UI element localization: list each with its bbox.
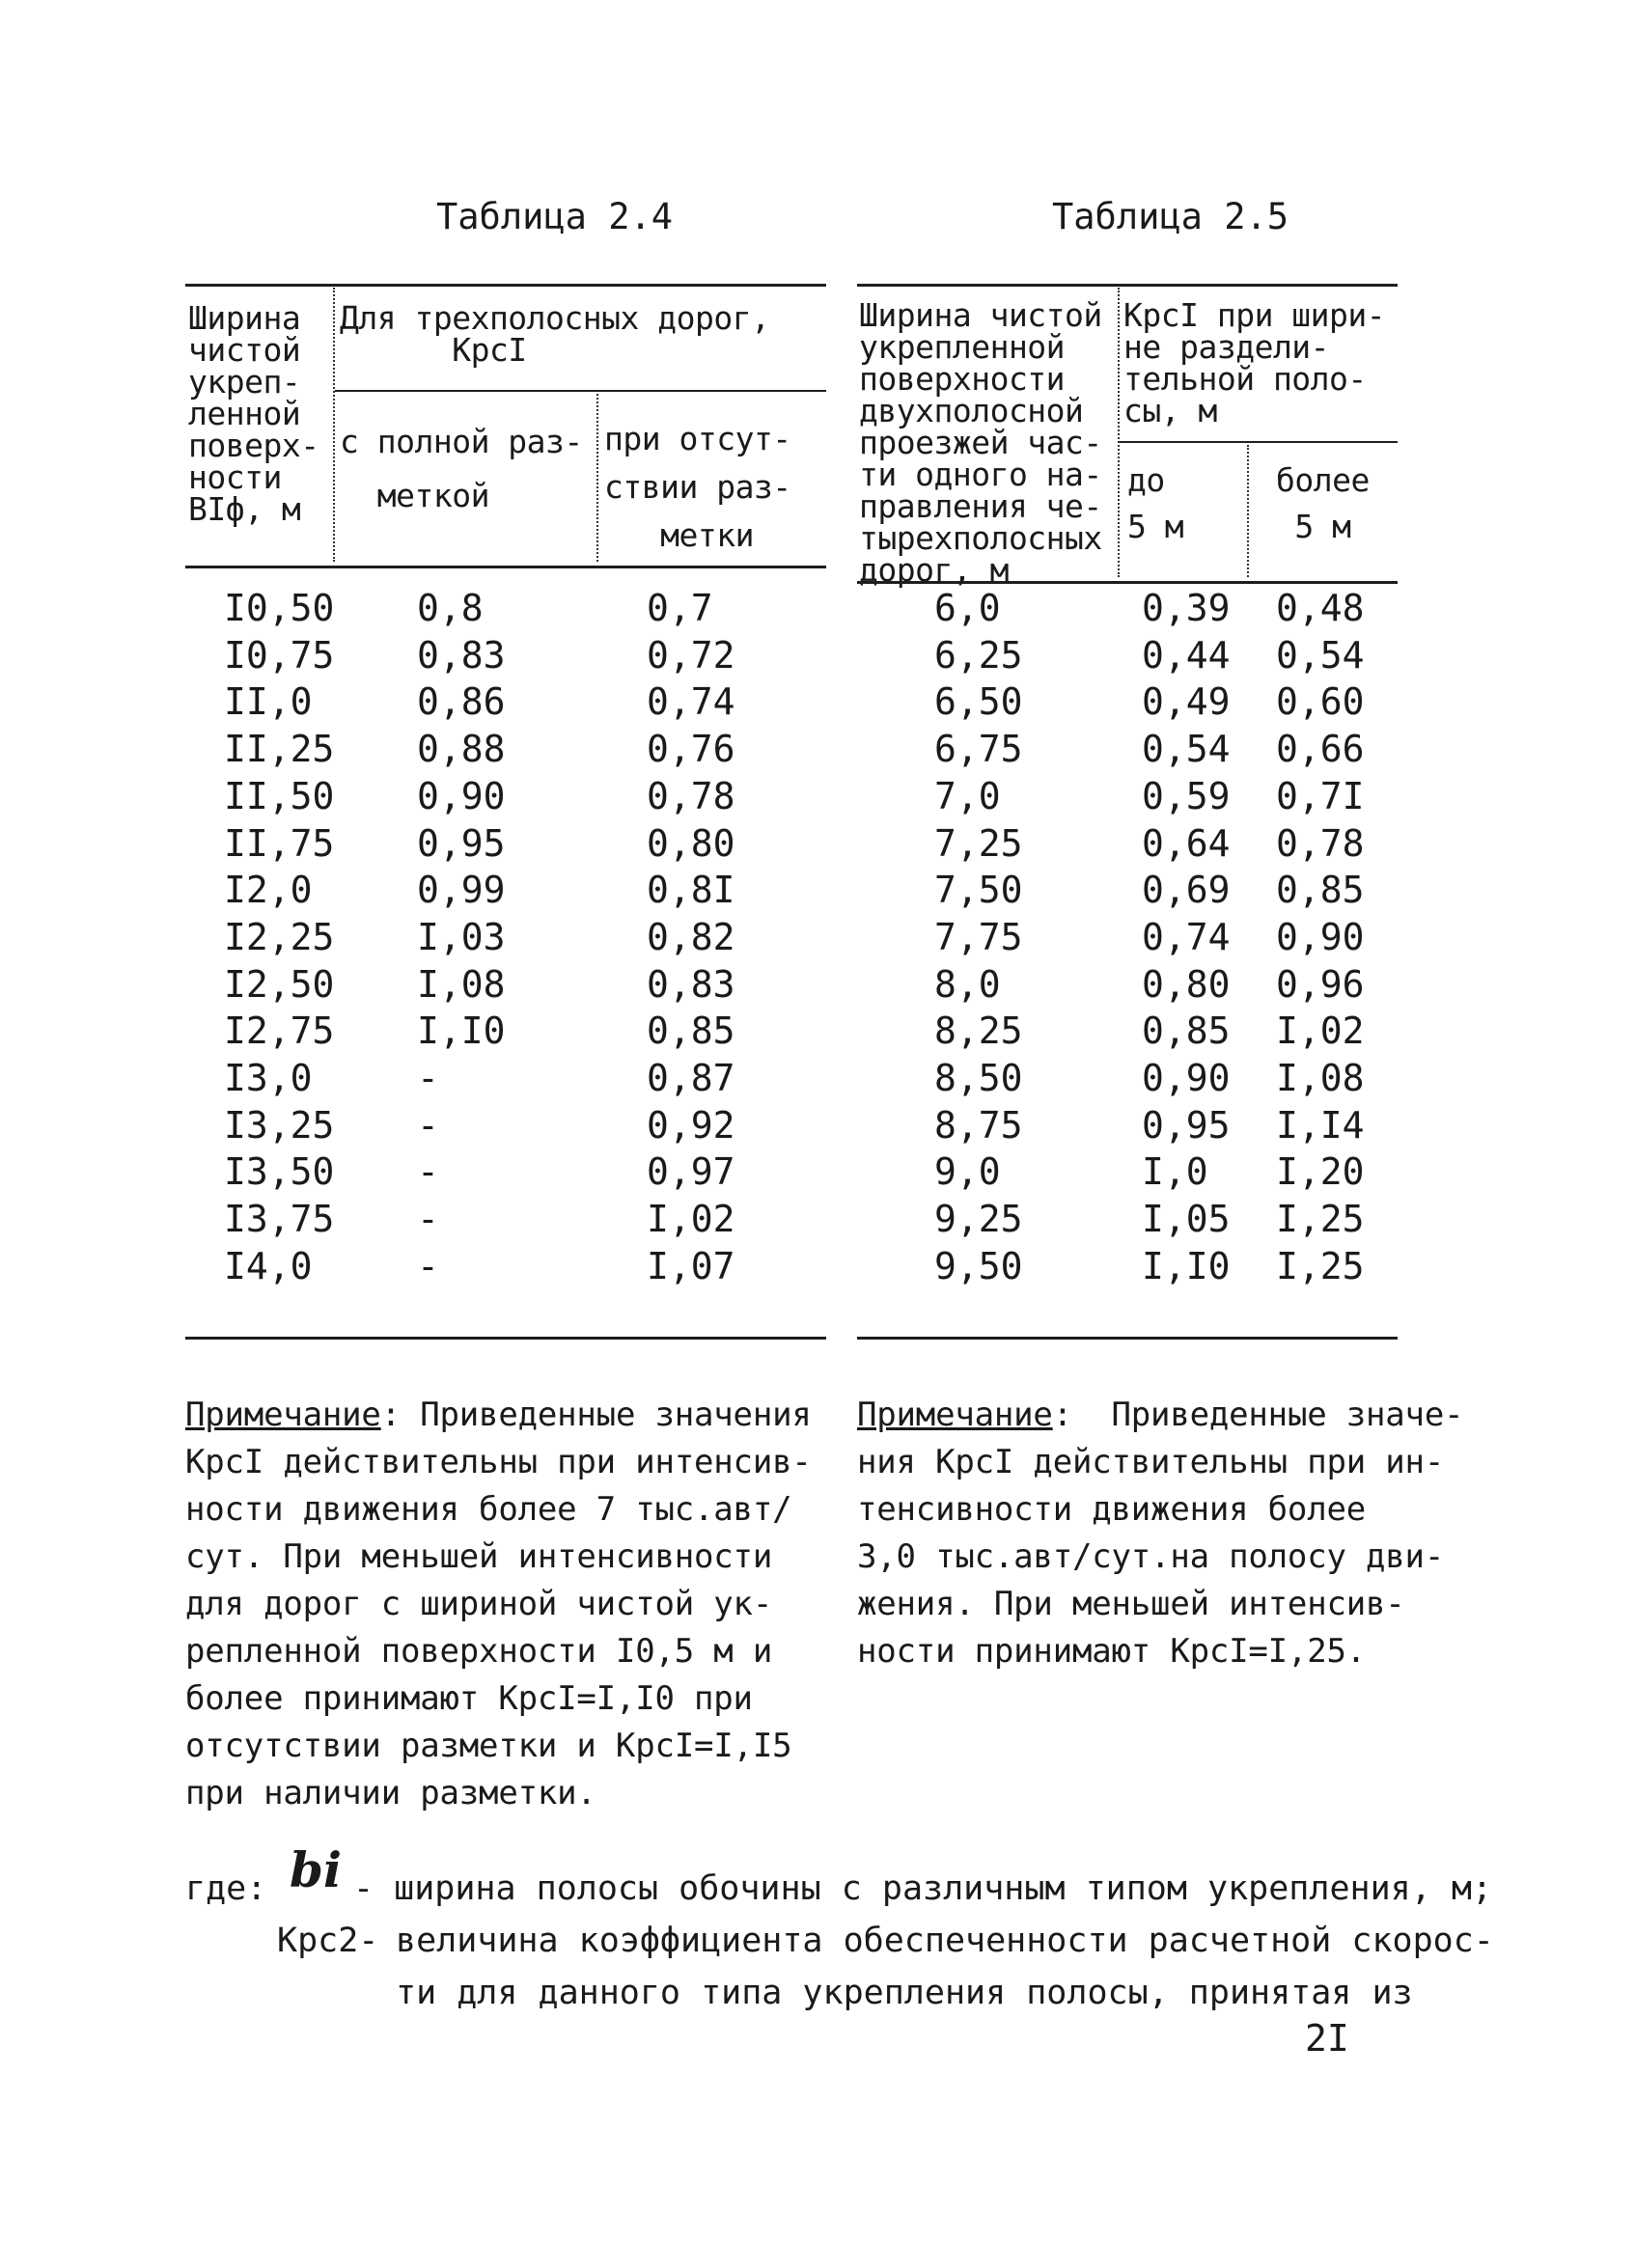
- table24-cell: I,08: [417, 962, 506, 1006]
- table24-cell: I4,0: [224, 1244, 313, 1287]
- table24-cell: I,07: [647, 1244, 735, 1287]
- table25-cell: 8,75: [934, 1103, 1023, 1147]
- table24-cell: 0,92: [647, 1103, 735, 1147]
- table-2-4-top-rule: [185, 284, 826, 287]
- table25-cell: 7,25: [934, 821, 1023, 865]
- table24-cell: I3,50: [224, 1150, 335, 1194]
- table24-cell: 0,76: [647, 728, 735, 771]
- table25-cell: 8,50: [934, 1057, 1023, 1099]
- table24-cell: I2,25: [224, 915, 335, 958]
- table-2-4-header-divider-1: [333, 288, 335, 562]
- definition-krs2-continued: ти для данного типа укрепления полосы, принятая из: [396, 1974, 1413, 2012]
- table25-cell: 0,85: [1276, 869, 1365, 912]
- table-2-4-header-full-marking: с полной раз- меткой: [340, 423, 583, 514]
- table25-cell: 9,0: [934, 1150, 1001, 1194]
- table24-cell: II,50: [224, 774, 335, 817]
- table25-cell: 0,54: [1142, 728, 1231, 771]
- table24-cell: 0,78: [647, 774, 735, 817]
- table-2-4-caption: Таблица 2.4: [436, 196, 674, 237]
- table25-cell: 0,80: [1142, 962, 1231, 1006]
- table24-cell: -: [417, 1150, 439, 1194]
- table25-cell: 0,59: [1142, 774, 1231, 817]
- definition-bi: - ширина полосы обочины с различным типом укрепления, м;: [353, 1869, 1493, 1908]
- table25-cell: I,08: [1276, 1057, 1365, 1099]
- table24-cell: 0,90: [417, 774, 506, 817]
- table25-cell: 0,60: [1276, 680, 1365, 724]
- table25-cell: 0,48: [1276, 587, 1365, 629]
- table24-cell: 0,95: [417, 821, 506, 865]
- table24-cell: -: [417, 1244, 439, 1287]
- table24-cell: 0,74: [647, 680, 735, 724]
- table24-cell: I3,25: [224, 1103, 335, 1147]
- table24-cell: 0,87: [647, 1057, 735, 1099]
- table25-cell: 0,66: [1276, 728, 1365, 771]
- table24-cell: 0,83: [647, 962, 735, 1006]
- table24-cell: -: [417, 1103, 439, 1147]
- table-2-5-header-divider-1: [1118, 288, 1120, 577]
- table-2-4-header-divider-2: [596, 394, 598, 562]
- table25-cell: 0,7I: [1276, 774, 1365, 817]
- table24-cell: 0,82: [647, 915, 735, 958]
- table25-cell: 6,0: [934, 587, 1001, 629]
- table24-cell: -: [417, 1198, 439, 1241]
- table25-cell: 8,0: [934, 962, 1001, 1006]
- table24-cell: II,75: [224, 821, 335, 865]
- table25-cell: 7,0: [934, 774, 1001, 817]
- table25-cell: I,I4: [1276, 1103, 1365, 1147]
- table24-cell: 0,80: [647, 821, 735, 865]
- table-2-4-note: [185, 1392, 812, 1817]
- table-2-5-header-divider-2: [1247, 445, 1249, 577]
- table-2-5-header-mid-rule: [1120, 441, 1398, 443]
- table24-cell: 0,8I: [647, 869, 735, 912]
- table24-cell: I3,0: [224, 1057, 313, 1099]
- definition-krs2: величина коэффициента обеспеченности расчетной скорос-: [396, 1922, 1494, 1960]
- symbol-krs2: Крс2-: [277, 1922, 379, 1960]
- table-2-5-header-bottom-rule: [857, 581, 1398, 584]
- table24-cell: 0,88: [417, 728, 506, 771]
- table24-cell: I0,50: [224, 587, 335, 629]
- table-2-5-header-over-5m: более 5 м: [1276, 461, 1370, 545]
- table24-cell: 0,8: [417, 587, 484, 629]
- table25-cell: I,20: [1276, 1150, 1365, 1194]
- table25-cell: 0,39: [1142, 587, 1231, 629]
- table24-cell: 0,97: [647, 1150, 735, 1194]
- table-2-5-note: [857, 1392, 1463, 1675]
- table24-cell: I,I0: [417, 1010, 506, 1053]
- table24-cell: I2,75: [224, 1010, 335, 1053]
- table25-cell: I,0: [1142, 1150, 1208, 1194]
- table25-cell: I,05: [1142, 1198, 1231, 1241]
- table24-cell: 0,99: [417, 869, 506, 912]
- table25-cell: 0,90: [1276, 915, 1365, 958]
- page-number: 2I: [1305, 2017, 1349, 2060]
- table25-cell: 7,75: [934, 915, 1023, 958]
- table25-cell: I,25: [1276, 1244, 1365, 1287]
- table24-cell: 0,85: [647, 1010, 735, 1053]
- table25-cell: 6,75: [934, 728, 1023, 771]
- table-2-4-header-mid-rule: [335, 390, 826, 392]
- table25-cell: 0,44: [1142, 633, 1231, 677]
- table-2-4-header-group: Для трехполосных дорог, КрсI: [340, 299, 770, 369]
- table24-cell: 0,7: [647, 587, 713, 629]
- table-2-5-note-text: : Приведенные значе- ния КрсI действительны при ин- тенсивности движения более 3,0 тыс.авт/сут.на полосу дви- жения. При меньшей интенсив- ности принимают КрсI=I,25.: [857, 1396, 1464, 1671]
- table-2-4-header-bottom-rule: [185, 566, 826, 568]
- table24-cell: II,25: [224, 728, 335, 771]
- table25-cell: 9,50: [934, 1244, 1023, 1287]
- table-2-4-note-text: : Приведенные значения КрсI действительны при интенсив- ности движения более 7 тыс.авт/ сут. При меньшей интенсивности для дорог с шириной чистой ук- репленной поверхности I0,5 м и более принимают КрсI=I,I0 при отсутствии разметки и КрсI=I,I5 при наличии разметки.: [185, 1396, 812, 1812]
- table-2-4-bottom-rule: [185, 1337, 826, 1340]
- table-2-4-header-no-marking: при отсут- ствии раз- метки: [604, 420, 791, 554]
- table25-cell: 6,50: [934, 680, 1023, 724]
- table25-cell: 8,25: [934, 1010, 1023, 1053]
- table25-cell: 0,74: [1142, 915, 1231, 958]
- table-2-5-top-rule: [857, 284, 1398, 287]
- table25-cell: 0,54: [1276, 633, 1365, 677]
- table25-cell: 0,96: [1276, 962, 1365, 1006]
- table25-cell: 0,85: [1142, 1010, 1231, 1053]
- table24-cell: -: [417, 1057, 439, 1099]
- table25-cell: 0,90: [1142, 1057, 1231, 1099]
- table24-cell: I,03: [417, 915, 506, 958]
- table25-cell: I,25: [1276, 1198, 1365, 1241]
- table-2-4-note-label: Примечание: [185, 1396, 381, 1434]
- table25-cell: 0,69: [1142, 869, 1231, 912]
- table25-cell: 0,78: [1276, 821, 1365, 865]
- table24-cell: I3,75: [224, 1198, 335, 1241]
- table24-cell: I2,0: [224, 869, 313, 912]
- table25-cell: 0,49: [1142, 680, 1231, 724]
- table24-cell: I,02: [647, 1198, 735, 1241]
- table24-cell: I2,50: [224, 962, 335, 1006]
- table25-cell: I,02: [1276, 1010, 1365, 1053]
- table25-cell: 0,64: [1142, 821, 1231, 865]
- table25-cell: 9,25: [934, 1198, 1023, 1241]
- table25-cell: 0,95: [1142, 1103, 1231, 1147]
- table-2-5-header-group: КрсI при шири- не раздели- тельной поло- сы, м: [1123, 296, 1386, 429]
- table24-cell: 0,83: [417, 633, 506, 677]
- table-2-4-header-width: Ширина чистой укреп- ленной поверх- ности BIф, м: [188, 299, 319, 528]
- table24-cell: 0,86: [417, 680, 506, 724]
- table24-cell: II,0: [224, 680, 313, 724]
- table-2-5-caption: Таблица 2.5: [1052, 196, 1289, 237]
- table24-cell: I0,75: [224, 633, 335, 677]
- table25-cell: 7,50: [934, 869, 1023, 912]
- table-2-5-header-up-to-5m: до 5 м: [1127, 461, 1184, 545]
- table-2-5-bottom-rule: [857, 1337, 1398, 1340]
- table-2-5-note-label: Примечание: [857, 1396, 1053, 1434]
- symbol-bi: bi: [290, 1841, 342, 1898]
- table25-cell: 6,25: [934, 633, 1023, 677]
- table25-cell: I,I0: [1142, 1244, 1231, 1287]
- table24-cell: 0,72: [647, 633, 735, 677]
- table-2-5-header-width: Ширина чистой укрепленной поверхности двухполосной проезжей час- ти одного на- правления че- тырехполосных дорог, м: [859, 296, 1102, 589]
- where-label: где:: [185, 1869, 267, 1908]
